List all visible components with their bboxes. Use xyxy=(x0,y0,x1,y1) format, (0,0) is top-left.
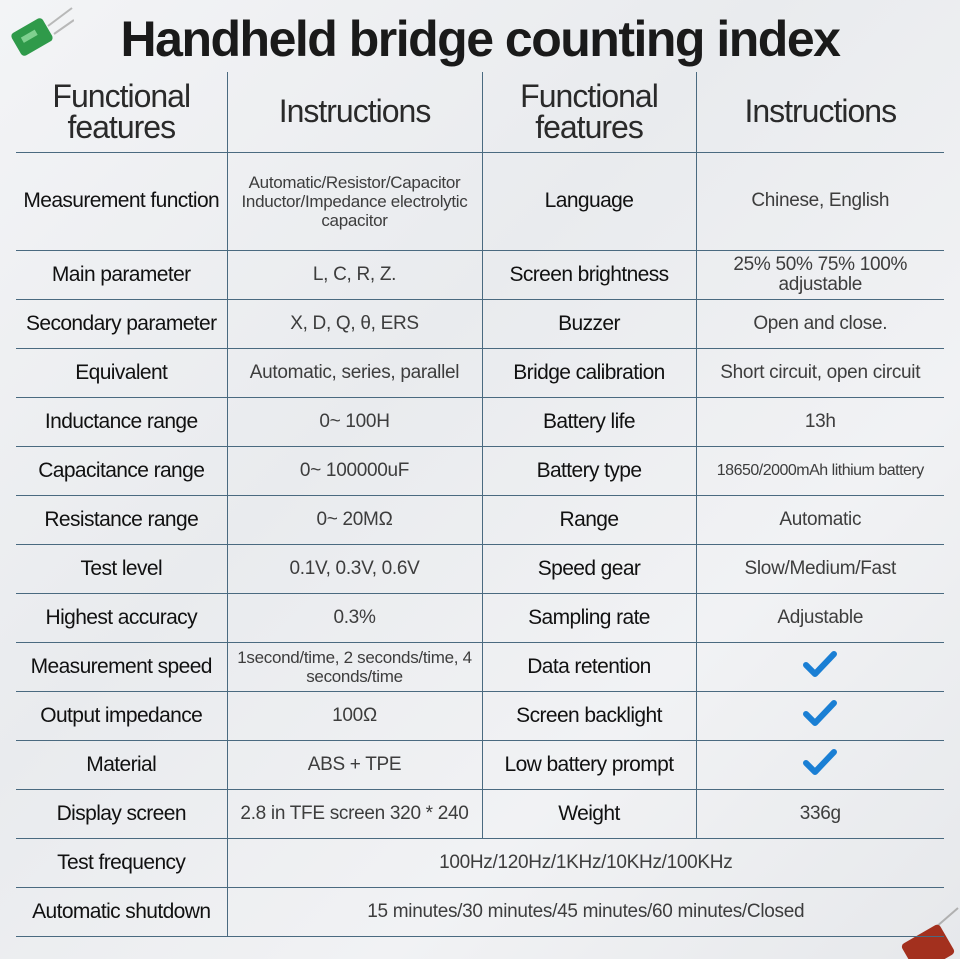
feature-label: Speed gear xyxy=(482,544,696,593)
instruction-value: Chinese, English xyxy=(696,152,944,250)
feature-label: Material xyxy=(16,740,227,789)
instruction-value: Automatic/Resistor/Capacitor Inductor/Impedance electrolytic capacitor xyxy=(227,152,482,250)
instruction-value: 13h xyxy=(696,397,944,446)
feature-label: Measurement function xyxy=(16,152,227,250)
instruction-value: 25% 50% 75% 100% adjustable xyxy=(696,250,944,299)
instruction-value: 0~ 100H xyxy=(227,397,482,446)
feature-label: Equivalent xyxy=(16,348,227,397)
header-instructions: Instructions xyxy=(696,72,944,152)
feature-label: Buzzer xyxy=(482,299,696,348)
instruction-value: 0~ 100000uF xyxy=(227,446,482,495)
table-row xyxy=(16,887,944,936)
table-row xyxy=(16,691,944,740)
instruction-value: Slow/Medium/Fast xyxy=(696,544,944,593)
feature-label: Sampling rate xyxy=(482,593,696,642)
instruction-value: 18650/2000mAh lithium battery xyxy=(696,446,944,495)
feature-label: Range xyxy=(482,495,696,544)
check-icon xyxy=(803,748,837,776)
feature-label: Test frequency xyxy=(16,838,227,887)
feature-label: Resistance range xyxy=(16,495,227,544)
feature-label: Bridge calibration xyxy=(482,348,696,397)
feature-label: Data retention xyxy=(482,642,696,691)
feature-label: Screen backlight xyxy=(482,691,696,740)
table-row xyxy=(16,348,944,397)
instruction-value: L, C, R, Z. xyxy=(227,250,482,299)
instruction-value: 100Ω xyxy=(227,691,482,740)
table-row xyxy=(16,838,944,887)
feature-label: Test level xyxy=(16,544,227,593)
table-row xyxy=(16,740,944,789)
feature-label: Measurement speed xyxy=(16,642,227,691)
table-row xyxy=(16,495,944,544)
spec-table xyxy=(16,72,944,937)
page-title: Handheld bridge counting index xyxy=(120,11,840,67)
table-row xyxy=(16,397,944,446)
table-row xyxy=(16,789,944,838)
header-features: Functional features xyxy=(16,72,227,152)
table-row xyxy=(16,544,944,593)
feature-label: Automatic shutdown xyxy=(16,887,227,936)
table-row xyxy=(16,642,944,691)
feature-label: Language xyxy=(482,152,696,250)
instruction-value: X, D, Q, θ, ERS xyxy=(227,299,482,348)
instruction-value: 0.1V, 0.3V, 0.6V xyxy=(227,544,482,593)
table-row xyxy=(16,593,944,642)
instruction-value: 15 minutes/30 minutes/45 minutes/60 minutes/Closed xyxy=(227,887,944,936)
feature-label: Battery type xyxy=(482,446,696,495)
table-row xyxy=(16,446,944,495)
instruction-value: 336g xyxy=(696,789,944,838)
instruction-value: Automatic, series, parallel xyxy=(227,348,482,397)
feature-label: Weight xyxy=(482,789,696,838)
header-features: Functional features xyxy=(482,72,696,152)
feature-label: Main parameter xyxy=(16,250,227,299)
instruction-value: 0~ 20MΩ xyxy=(227,495,482,544)
table-row xyxy=(16,299,944,348)
check-icon xyxy=(803,699,837,727)
instruction-value: ABS + TPE xyxy=(227,740,482,789)
feature-label: Screen brightness xyxy=(482,250,696,299)
instruction-value: Automatic xyxy=(696,495,944,544)
instruction-value: 1second/time, 2 seconds/time, 4 seconds/time xyxy=(227,642,482,691)
check-icon xyxy=(803,650,837,678)
instruction-value: 0.3% xyxy=(227,593,482,642)
feature-label: Display screen xyxy=(16,789,227,838)
instruction-value xyxy=(696,691,944,740)
feature-label: Capacitance range xyxy=(16,446,227,495)
instruction-value: Adjustable xyxy=(696,593,944,642)
feature-label: Inductance range xyxy=(16,397,227,446)
feature-label: Output impedance xyxy=(16,691,227,740)
instruction-value xyxy=(696,740,944,789)
feature-label: Low battery prompt xyxy=(482,740,696,789)
table-row xyxy=(16,250,944,299)
instruction-value: Short circuit, open circuit xyxy=(696,348,944,397)
table-header-row xyxy=(16,72,944,152)
instruction-value: 2.8 in TFE screen 320 * 240 xyxy=(227,789,482,838)
feature-label: Highest accuracy xyxy=(16,593,227,642)
header-instructions: Instructions xyxy=(227,72,482,152)
table-row xyxy=(16,152,944,250)
instruction-value: Open and close. xyxy=(696,299,944,348)
feature-label: Secondary parameter xyxy=(16,299,227,348)
instruction-value: 100Hz/120Hz/1KHz/10KHz/100KHz xyxy=(227,838,944,887)
instruction-value xyxy=(696,642,944,691)
feature-label: Battery life xyxy=(482,397,696,446)
